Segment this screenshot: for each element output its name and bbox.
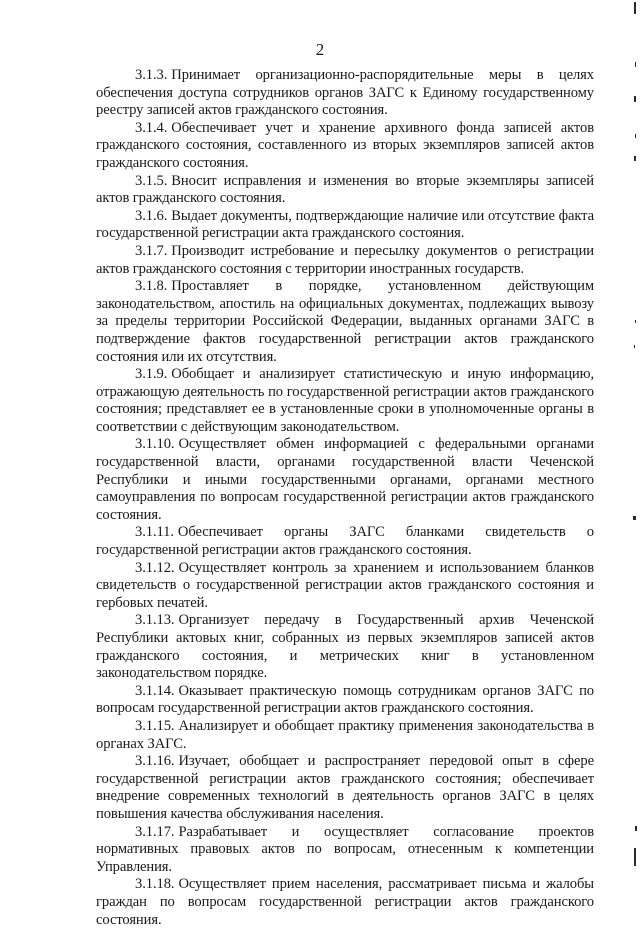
paragraph-number: 3.1.12. bbox=[135, 559, 175, 576]
paragraph-text: Принимает организационно-распорядительные меры в целях обеспечения доступа сотрудников органов ЗАГС к Единому государственному реестру записей актов гражданского состояния. bbox=[96, 67, 594, 119]
paragraph-3-1-13 bbox=[96, 612, 594, 682]
paragraph-3-1-8 bbox=[96, 278, 594, 366]
paragraph-number: 3.1.18. bbox=[135, 876, 175, 893]
paragraph-text: Проставляет в порядке, установленном действующим законодательством, апостиль на официальных документах, подлежащих вывозу за пределы территории Российской Федерации, выданных органами ЗАГС в подтверждение фактов государственной регистрации актов гражданского состояния или их отсутствия. bbox=[96, 278, 594, 365]
paragraph-3-1-4 bbox=[96, 120, 594, 173]
paragraph-text: Обеспечивает органы ЗАГС бланками свидетельств о государственной регистрации актов гражданского состояния. bbox=[96, 524, 594, 559]
paragraph-3-1-16 bbox=[96, 753, 594, 823]
paragraph-text: Осуществляет обмен информацией с федеральными органами государственной власти, органами государственной власти Чеченской Республики и иными государственными органами, органами местного самоуправления по вопросам государственной регистрации актов гражданского состояния. bbox=[96, 436, 594, 523]
paragraph-number: 3.1.16. bbox=[135, 753, 175, 770]
paragraph-text: Организует передачу в Государственный архив Чеченской Республики актовых книг, собранных из первых экземпляров записей актов гражданского состояния, и метрических книг в установленном законодательством порядке. bbox=[96, 612, 594, 682]
paragraph-text: Изучает, обобщает и распространяет передовой опыт в сфере государственной регистрации актов гражданского состояния; обеспечивает внедрение современных технологий в деятельность органов ЗАГС в целях повышения качества обслуживания населения. bbox=[96, 753, 594, 822]
scan-edge-artifacts bbox=[620, 0, 640, 905]
paragraph-3-1-15 bbox=[96, 718, 594, 753]
document-body bbox=[96, 67, 594, 929]
paragraph-3-1-12 bbox=[96, 560, 594, 613]
paragraph-text: Оказывает практическую помощь сотрудникам органов ЗАГС по вопросам государственной регистрации актов гражданского состояния. bbox=[96, 682, 594, 717]
paragraph-number: 3.1.15. bbox=[135, 717, 175, 734]
scan-mark bbox=[635, 134, 636, 138]
scan-mark bbox=[635, 320, 636, 323]
paragraph-3-1-17 bbox=[96, 824, 594, 877]
paragraph-number: 3.1.9. bbox=[135, 366, 168, 383]
scan-mark bbox=[634, 2, 636, 14]
paragraph-text: Производит истребование и пересылку документов о регистрации актов гражданского состояния с территории иностранных государств. bbox=[96, 242, 594, 277]
paragraph-number: 3.1.6. bbox=[135, 207, 168, 224]
scan-mark bbox=[634, 848, 636, 866]
page-number: 2 bbox=[315, 40, 325, 59]
paragraph-number: 3.1.8. bbox=[135, 278, 168, 295]
paragraph-number: 3.1.4. bbox=[135, 119, 168, 136]
scan-mark bbox=[634, 156, 636, 161]
paragraph-number: 3.1.10. bbox=[135, 436, 175, 453]
paragraph-3-1-14 bbox=[96, 683, 594, 718]
paragraph-text: Обобщает и анализирует статистическую и иную информацию, отражающую деятельность по государственной регистрации актов гражданского состояния; представляет ее в установленные сроки в уполномоченные органы в соответствии с действующим законодательством. bbox=[96, 366, 594, 435]
paragraph-3-1-5 bbox=[96, 173, 594, 208]
paragraph-3-1-7 bbox=[96, 243, 594, 278]
paragraph-number: 3.1.17. bbox=[135, 823, 175, 840]
scan-mark bbox=[635, 826, 637, 831]
paragraph-3-1-11 bbox=[96, 524, 594, 559]
scan-mark bbox=[633, 516, 636, 520]
paragraph-text: Выдает документы, подтверждающие наличие или отсутствие факта государственной регистрации акта гражданского состояния. bbox=[96, 207, 594, 242]
paragraph-3-1-10 bbox=[96, 436, 594, 524]
paragraph-number: 3.1.5. bbox=[135, 172, 168, 189]
paragraph-3-1-6 bbox=[96, 208, 594, 243]
paragraph-number: 3.1.3. bbox=[135, 67, 168, 83]
scan-mark bbox=[634, 345, 635, 348]
paragraph-3-1-18 bbox=[96, 876, 594, 929]
paragraph-text: Осуществляет прием населения, рассматривает письма и жалобы граждан по вопросам государственной регистрации актов гражданского состояния. bbox=[96, 876, 594, 928]
paragraph-text: Обеспечивает учет и хранение архивного фонда записей актов гражданского состояния, составленного из вторых экземпляров записей актов гражданского состояния. bbox=[96, 119, 594, 171]
paragraph-number: 3.1.13. bbox=[135, 612, 175, 629]
paragraph-3-1-9 bbox=[96, 366, 594, 436]
paragraph-3-1-3 bbox=[96, 67, 594, 120]
paragraph-text: Вносит исправления и изменения во вторые экземпляры записей актов гражданского состояния. bbox=[96, 172, 594, 207]
paragraph-text: Осуществляет контроль за хранением и использованием бланков свидетельств о государственной регистрации актов гражданского состояния и гербовых печатей. bbox=[96, 559, 594, 611]
paragraph-text: Разрабатывает и осуществляет согласование проектов нормативных правовых актов по вопросам, отнесенным к компетенции Управления. bbox=[96, 823, 594, 875]
scan-mark bbox=[634, 96, 636, 102]
paragraph-number: 3.1.11. bbox=[135, 524, 174, 541]
scan-mark bbox=[635, 62, 636, 67]
paragraph-number: 3.1.7. bbox=[135, 242, 168, 259]
paragraph-number: 3.1.14. bbox=[135, 682, 175, 699]
paragraph-text: Анализирует и обобщает практику применения законодательства в органах ЗАГС. bbox=[96, 717, 594, 752]
